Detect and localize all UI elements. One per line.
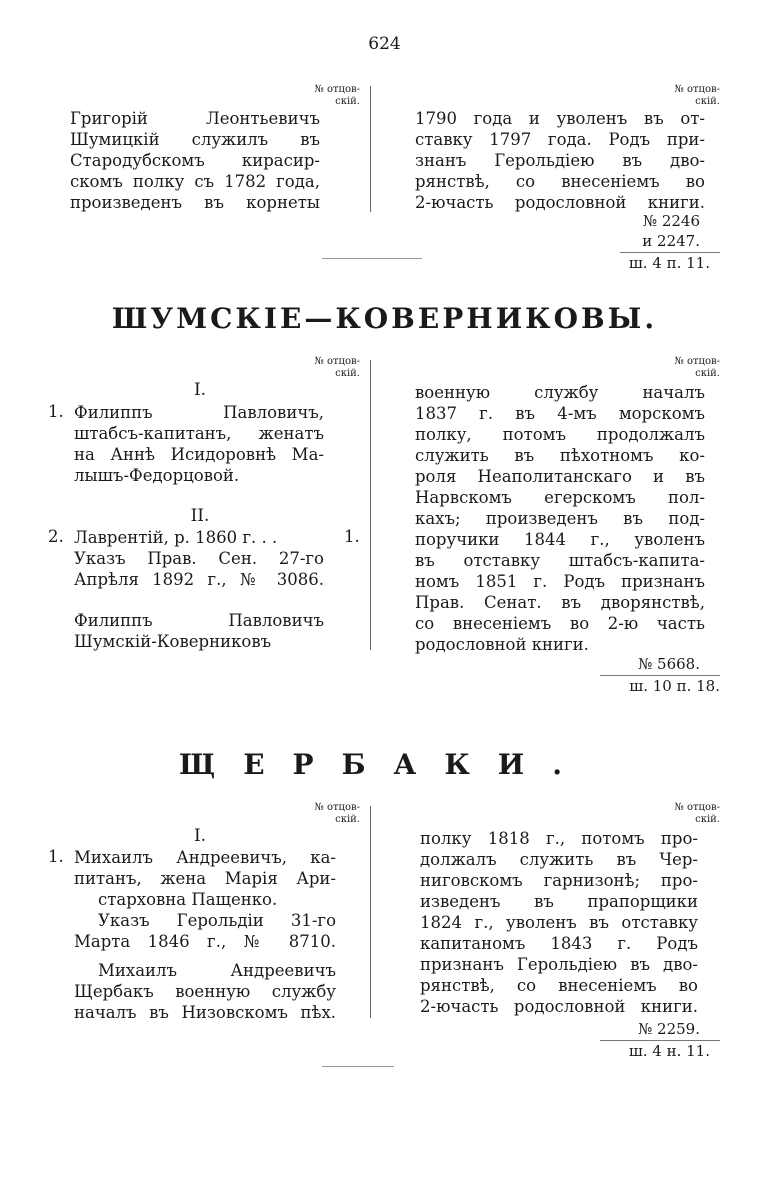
section1-ref-number-2: и 2247. [642,232,700,250]
entry-number: 1. [48,847,64,866]
page-number: 624 [368,34,401,54]
section2-entry1: Филиппъ Павловичъ, штабсъ-капитанъ, женатъ на Аннѣ Исидоровнѣ Ма- лышъ-Федорцовой. [74,403,324,485]
section-separator [322,1066,394,1067]
entry-number: 2. [48,527,64,546]
section3-ref-number: № 2259. [638,1020,700,1038]
section3-right-text: полку 1818 г., потомъ про- должалъ служить въ Чер- ниговскомъ гарнизонѣ; про- изведенъ въ прапорщики 1824 г., уволенъ въ отставку капитаномъ 1843 г. Родъ признанъ Герольдіею въ дво- рянствѣ, со внесеніемъ во 2-ючасть родословной книги. [420,829,698,1016]
column-header-right: № отцов- скій. [674,356,720,379]
generation-marker: II. [190,506,210,526]
ref-underline [600,1040,720,1041]
section2-ref-archive: ш. 10 п. 18. [629,677,720,695]
column-divider [370,806,371,1018]
column-header-right: № отцов- скій. [674,802,720,825]
section3-entry1: Михаилъ Андреевичъ, ка- питанъ, жена Марія Ари- старховна Пащенко. Указъ Герольдіи 31-го Марта 1846 г., № 8710. [74,848,336,951]
section1-ref-number: № 2246 [642,212,700,230]
section2-entry2: Лаврентій, р. 1860 г. . . Указъ Прав. Сен. 27-го Апрѣля 1892 г., № 3086. [74,528,324,589]
column-header-left: № отцов- скій. [314,802,360,825]
column-header-left: № отцов- скій. [314,84,360,107]
section3-ref-archive: ш. 4 н. 11. [628,1042,710,1060]
generation-marker: I. [193,380,207,400]
section2-right-text: военную службу началъ 1837 г. въ 4-мъ морскомъ полку, потомъ продолжалъ служить въ пѣхотномъ ко- роля Неаполитанскаго и въ Нарвскомъ егерскомъ пол- кахъ; произведенъ въ под- поручики 1844 г., уволенъ въ отставку штабсъ-капита- номъ 1851 г. Родъ признанъ Прав. Сенат. въ дворянствѣ, со внесеніемъ во 2-ю часть родословной книги. [415,383,705,654]
generation-marker: I. [193,826,207,846]
section2-title: ШУМСКІЕ—КОВЕРНИКОВЫ. [111,302,658,335]
column-divider [370,86,371,212]
section-separator [322,258,422,259]
section1-right-text: 1790 года и уволенъ въ от- ставку 1797 года. Родъ при- знанъ Герольдіею въ дво- рянствѣ, со внесеніемъ во 2-ючасть родословной книги. [415,109,705,212]
section1-left-text: Григорій Леонтьевичъ Шумицкій служилъ въ Стародубскомъ кирасир- скомъ полку съ 1782 года, произведенъ въ корнеты [70,109,320,212]
section2-ref-number: № 5668. [638,655,700,673]
column-header-left: № отцов- скій. [314,356,360,379]
section3-title: ЩЕРБАКИ. [178,748,590,781]
ref-underline [620,252,720,253]
ref-underline [600,675,720,676]
column-divider [370,360,371,650]
father-number: 1. [344,527,360,546]
section3-narrative: Михаилъ Андреевичъ Щербакъ военную службу началъ въ Низовскомъ пѣх. [74,961,336,1022]
entry-number: 1. [48,402,64,421]
column-header-right: № отцов- скій. [674,84,720,107]
section1-ref-archive: ш. 4 п. 11. [628,254,710,272]
section2-narrative: Филиппъ Павловичъ Шумскій-Коверниковъ [74,611,324,651]
